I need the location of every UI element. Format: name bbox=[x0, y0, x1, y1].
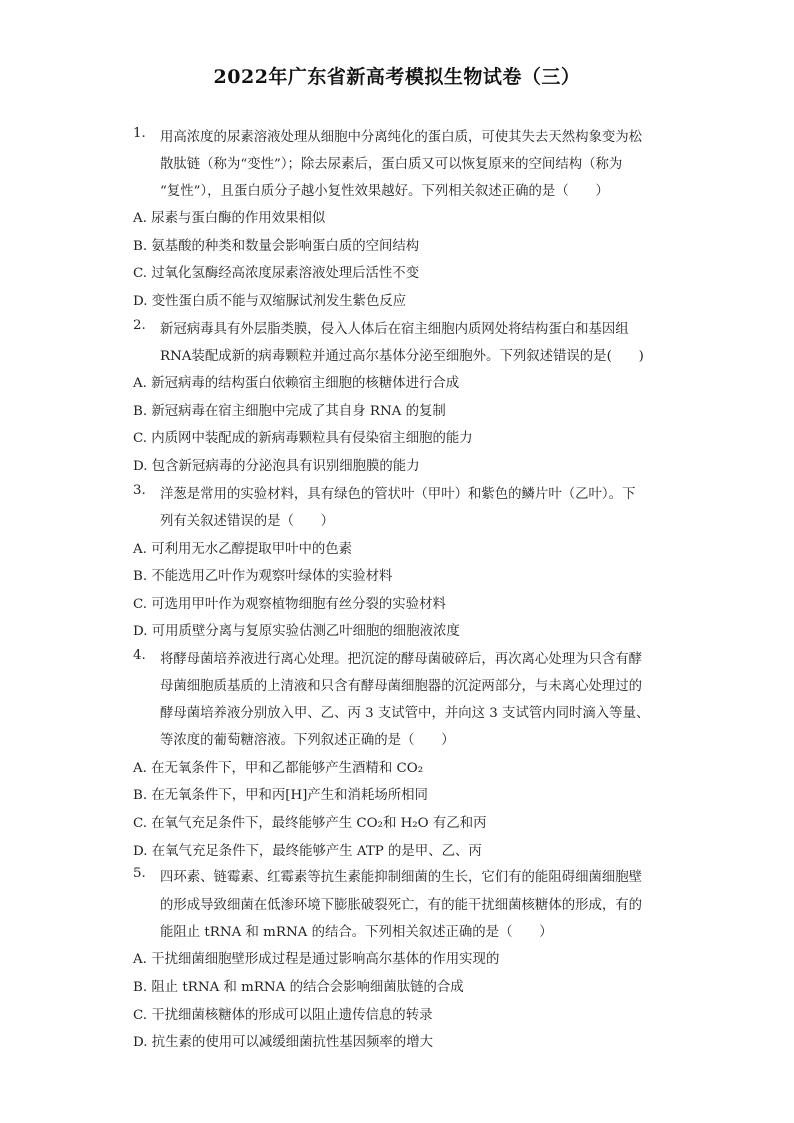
answer-option: D. 可用质壁分离与复原实验估测乙叶细胞的细胞液浓度 bbox=[133, 624, 460, 639]
answer-option: C. 过氧化氢酶经高浓度尿素溶液处理后活性不变 bbox=[133, 266, 420, 281]
question-number: 3. bbox=[133, 483, 146, 498]
answer-option: A. 可利用无水乙醇提取甲叶中的色素 bbox=[133, 542, 353, 557]
question-text-line: 洋葱是常用的实验材料，具有绿色的管状叶（甲叶）和紫色的鳞片叶（乙叶）。下 bbox=[160, 487, 636, 502]
answer-option: B. 阻止 tRNA 和 mRNA 的结合会影响细菌肽链的合成 bbox=[133, 980, 464, 995]
answer-option: A. 干扰细菌细胞壁形成过程是通过影响高尔基体的作用实现的 bbox=[133, 952, 500, 967]
question-text-line: 等浓度的葡萄糖溶液。下列叙述正确的是（ ） bbox=[160, 733, 455, 748]
answer-option: B. 新冠病毒在宿主细胞中完成了其自身 RNA 的复制 bbox=[133, 404, 446, 419]
question-text-line: 酵母菌培养液分别放入甲、乙、丙 3 支试管中，并向这 3 支试管内同时滴入等量、 bbox=[160, 706, 650, 721]
page-title: 2022年广东省新高考模拟生物试卷（三） bbox=[213, 66, 581, 88]
answer-option: C. 干扰细菌核糖体的形成可以阻止遗传信息的转录 bbox=[133, 1008, 433, 1023]
question-text-line: 的形成导致细菌在低渗环境下膨胀破裂死亡，有的能干扰细菌核糖体的形成，有的 bbox=[160, 898, 643, 913]
answer-option: B. 氨基酸的种类和数量会影响蛋白质的空间结构 bbox=[133, 239, 420, 254]
answer-option: D. 抗生素的使用可以减缓细菌抗性基因频率的增大 bbox=[133, 1035, 433, 1050]
answer-option: A. 新冠病毒的结构蛋白依赖宿主细胞的核糖体进行合成 bbox=[133, 376, 460, 391]
answer-option: C. 内质网中装配成的新病毒颗粒具有侵染宿主细胞的能力 bbox=[133, 431, 473, 446]
answer-option: D. 变性蛋白质不能与双缩脲试剂发生紫色反应 bbox=[133, 294, 407, 309]
question-text-line: 新冠病毒具有外层脂类膜，侵入人体后在宿主细胞内质网处将结构蛋白和基因组 bbox=[160, 322, 629, 337]
answer-option: C. 在氧气充足条件下，最终能够产生 CO₂和 H₂O 有乙和丙 bbox=[133, 816, 487, 831]
answer-option: B. 不能选用乙叶作为观察叶绿体的实验材料 bbox=[133, 569, 393, 584]
question-text-line: “复性”），且蛋白质分子越小复性效果越好。下列相关叙述正确的是（ ） bbox=[160, 184, 609, 199]
question-text-line: RNA装配成新的病毒颗粒并通过高尔基体分泌至细胞外。下列叙述错误的是( ) bbox=[160, 349, 644, 364]
question-text-line: 将酵母菌培养液进行离心处理。把沉淀的酵母菌破碎后，再次离心处理为只含有酵 bbox=[160, 652, 643, 667]
answer-option: A. 尿素与蛋白酶的作用效果相似 bbox=[133, 211, 326, 226]
question-text-line: 散肽链（称为“变性”）；除去尿素后，蛋白质又可以恢复原来的空间结构（称为 bbox=[160, 157, 623, 172]
question-number: 4. bbox=[133, 648, 146, 663]
question-number: 1. bbox=[133, 126, 146, 141]
answer-option: D. 包含新冠病毒的分泌泡具有识别细胞膜的能力 bbox=[133, 459, 420, 474]
answer-option: D. 在氧气充足条件下，最终能够产生 ATP 的是甲、乙、丙 bbox=[133, 844, 482, 859]
question-text-line: 用高浓度的尿素溶液处理从细胞中分离纯化的蛋白质，可使其失去天然构象变为松 bbox=[160, 130, 643, 145]
question-text-line: 列有关叙述错误的是（ ） bbox=[160, 514, 335, 529]
question-number: 2. bbox=[133, 318, 146, 333]
answer-option: A. 在无氧条件下，甲和乙都能够产生酒精和 CO₂ bbox=[133, 761, 424, 776]
answer-option: C. 可选用甲叶作为观察植物细胞有丝分裂的实验材料 bbox=[133, 597, 446, 612]
question-number: 5. bbox=[133, 866, 146, 881]
question-text-line: 能阻止 tRNA 和 mRNA 的结合。下列相关叙述正确的是（ ） bbox=[160, 925, 553, 940]
question-text-line: 母菌细胞质基质的上清液和只含有酵母菌细胞器的沉淀两部分，与未离心处理过的 bbox=[160, 679, 643, 694]
question-text-line: 四环素、链霉素、红霉素等抗生素能抑制细菌的生长，它们有的能阻碍细菌细胞壁 bbox=[160, 870, 643, 885]
answer-option: B. 在无氧条件下，甲和丙[H]产生和消耗场所相同 bbox=[133, 788, 428, 803]
